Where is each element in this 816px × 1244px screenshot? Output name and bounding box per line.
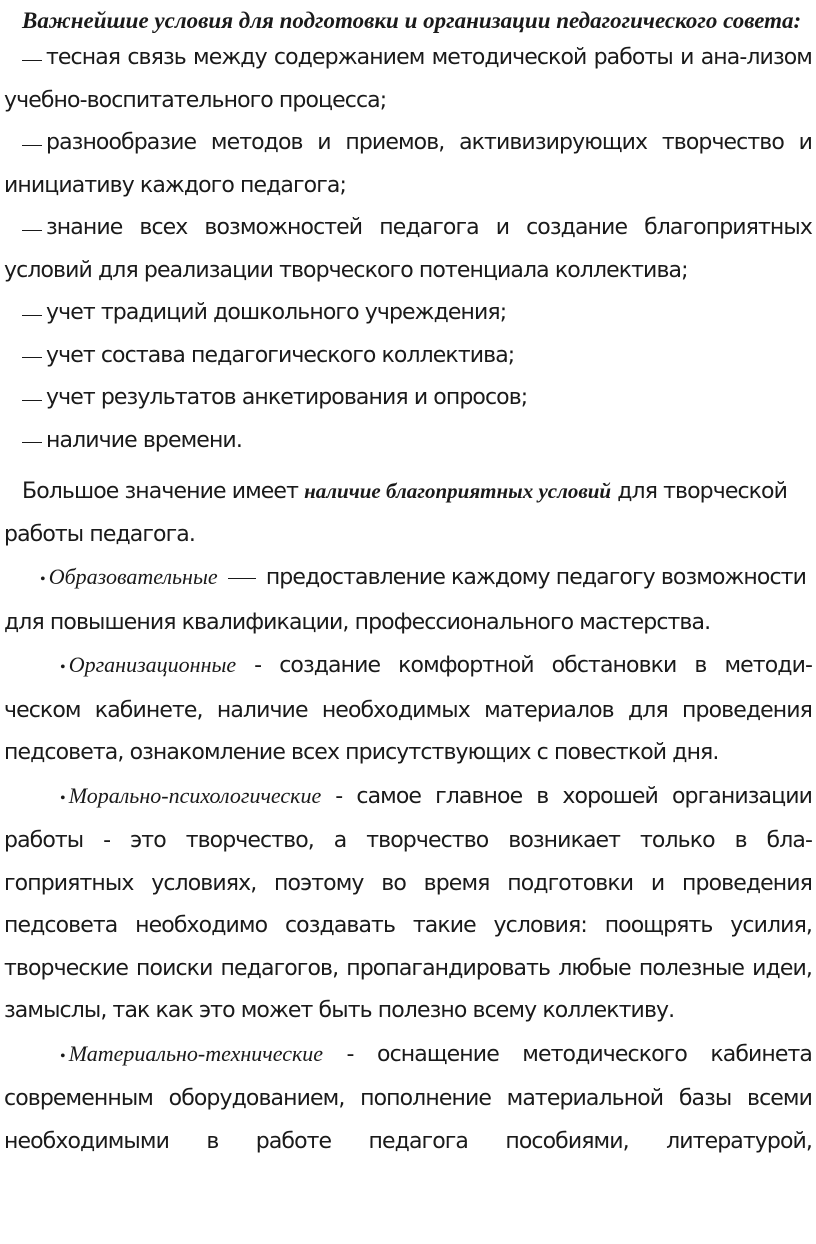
em-dash-icon bbox=[228, 578, 256, 579]
separator: - bbox=[254, 653, 262, 678]
list-item: учет состава педагогического коллектива; bbox=[4, 335, 812, 378]
condition-material-technical: • Материально-технические - оснащение методического кабинета современным оборудованием, пополнение материальной базы всеми необходимыми в работе педагога пособиями, литературой, bbox=[4, 1033, 812, 1164]
dash-icon bbox=[22, 400, 42, 401]
dash-icon bbox=[22, 60, 42, 61]
list-item: учет результатов анкетирования и опросов; bbox=[4, 377, 812, 420]
condition-moral-psychological: • Морально-психологические - самое главное в хорошей организации работы - это творчество, а творчество возникает только в бла-гоприятных условиях, поэтому во время подготовки и проведения педсовета необходимо создавать такие условия: поощрять усилия, творческие поиски педагогов, пропагандировать любые полезные идеи, замыслы, так как это может быть полезно всему коллективу. bbox=[4, 775, 812, 1033]
condition-term: Образовательные bbox=[48, 564, 218, 589]
list-item: разнообразие методов и приемов, активизирующих творчество и инициативу каждого педагога; bbox=[4, 130, 812, 198]
section-heading: Важнейшие условия для подготовки и организации педагогического совета: bbox=[22, 8, 802, 33]
bullet-icon: • bbox=[60, 659, 65, 676]
bullet-icon: • bbox=[60, 1047, 65, 1065]
bullet-icon: • bbox=[60, 789, 65, 807]
conditions-list bbox=[4, 37, 812, 1163]
intro-paragraph: Большое значение имеет наличие благоприятных условий для творческой работы педагога. bbox=[4, 479, 787, 547]
condition-term: Материально-технические bbox=[68, 1040, 324, 1066]
condition-term: Морально-психологические bbox=[68, 782, 322, 808]
condition-term: Организационные bbox=[68, 652, 237, 677]
separator: - bbox=[346, 1041, 354, 1067]
condition-educational: • Образовательные предоставление каждому педагогу возможности для повышения квалификации, профессионального мастерства. bbox=[4, 556, 812, 644]
dash-icon bbox=[22, 315, 42, 316]
condition-organizational: • Организационные - создание комфортной обстановки в методи-ческом кабинете, наличие необходимых материалов для проведения педсовета, ознакомление всех присутствующих с повесткой дня. bbox=[4, 644, 812, 775]
dash-icon bbox=[22, 357, 42, 358]
list-item: тесная связь между содержанием методической работы и ана-лизом учебно-воспитательного процесса; bbox=[4, 45, 812, 113]
separator: - bbox=[335, 783, 343, 809]
dash-icon bbox=[22, 230, 42, 231]
dash-icon bbox=[22, 442, 42, 443]
list-item: наличие времени. bbox=[4, 420, 812, 463]
bullet-icon: • bbox=[40, 571, 45, 588]
list-item: учет традиций дошкольного учреждения; bbox=[4, 292, 812, 335]
list-item: знание всех возможностей педагога и создание благоприятных условий для реализации творческого потенциала коллектива; bbox=[4, 215, 812, 283]
intro-emphasis: наличие благоприятных условий bbox=[304, 479, 612, 503]
dash-icon bbox=[22, 145, 42, 146]
